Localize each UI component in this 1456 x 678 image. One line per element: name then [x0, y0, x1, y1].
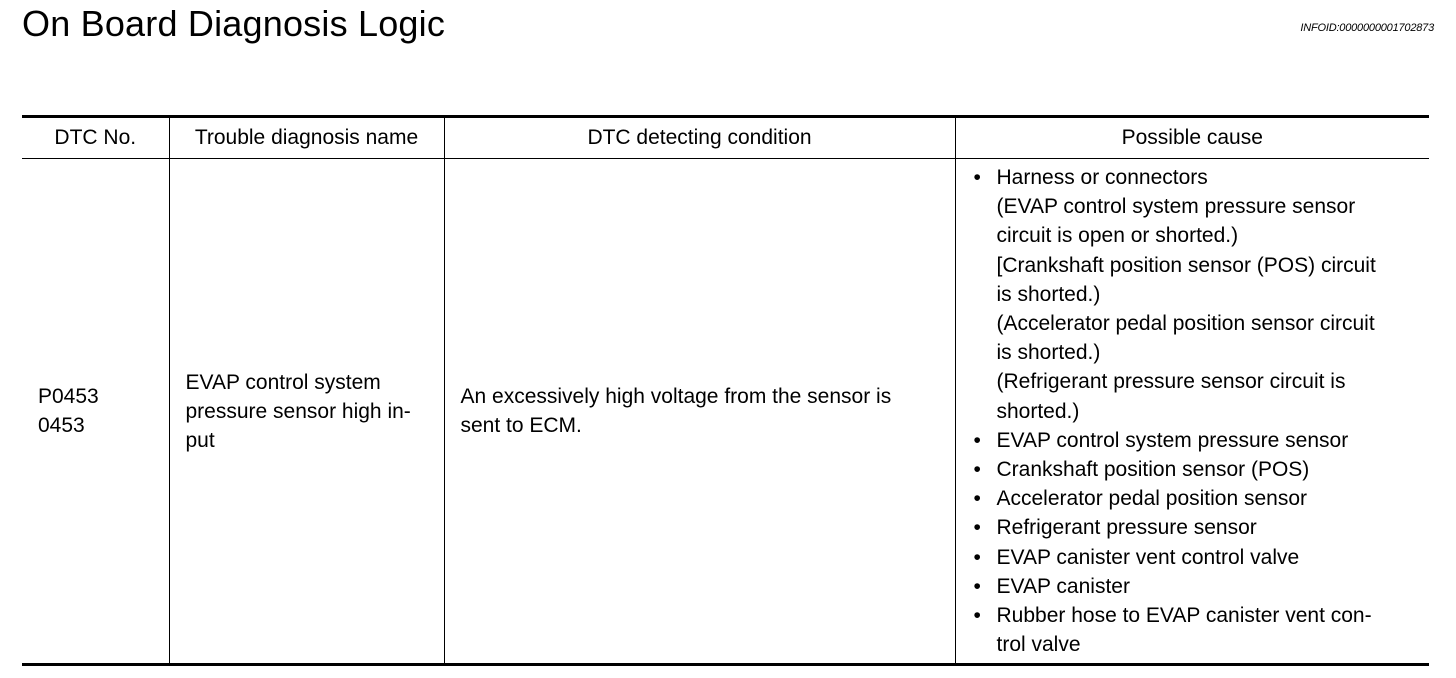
cause-line: (Refrigerant pressure sensor circuit is	[996, 370, 1346, 394]
list-item	[972, 572, 1414, 601]
bullet-icon: •	[973, 166, 981, 189]
detecting-condition-cell	[444, 159, 955, 665]
header-possible-cause: Possible cause	[955, 117, 1429, 159]
cause-line: EVAP control system pressure sensor	[996, 428, 1349, 452]
cause-list	[972, 163, 1414, 659]
bullet-icon: •	[973, 516, 981, 540]
dtc-table	[22, 115, 1429, 666]
page-title: On Board Diagnosis Logic	[22, 3, 446, 44]
possible-cause-cell	[955, 159, 1429, 665]
dtc-code: P0453	[38, 385, 99, 409]
table-header-row	[22, 117, 1429, 159]
bullet-icon: •	[973, 604, 981, 628]
bullet-icon: •	[973, 458, 981, 482]
list-item	[972, 543, 1414, 572]
table-row	[22, 159, 1429, 665]
condition-line: sent to ECM.	[460, 414, 582, 438]
cause-line: Accelerator pedal position sensor	[996, 487, 1308, 511]
list-item	[972, 484, 1414, 513]
cause-line: Crankshaft position sensor (POS)	[996, 458, 1310, 482]
cause-line: is shorted.)	[996, 341, 1101, 365]
trouble-name-line: put	[185, 428, 215, 452]
dtc-no-cell	[22, 159, 169, 665]
header-dtc-no: DTC No.	[22, 117, 169, 159]
cause-line: shorted.)	[996, 399, 1080, 423]
list-item	[972, 513, 1414, 542]
list-item	[972, 601, 1414, 659]
trouble-name-cell	[169, 159, 444, 665]
header-trouble-diagnosis-name: Trouble diagnosis name	[169, 117, 444, 159]
bullet-icon: •	[973, 545, 981, 569]
bullet-icon: •	[973, 428, 981, 452]
cause-line: [Crankshaft position sensor (POS) circuit	[996, 253, 1376, 277]
list-item	[972, 163, 1414, 426]
header-dtc-detecting-condition: DTC detecting condition	[444, 117, 955, 159]
cause-line: is shorted.)	[996, 282, 1101, 306]
trouble-name-line: pressure sensor high in-	[185, 399, 411, 423]
cause-line: (Accelerator pedal position sensor circuit	[996, 312, 1375, 336]
cause-line: Rubber hose to EVAP canister vent con-	[996, 604, 1372, 628]
cause-line: Refrigerant pressure sensor	[996, 516, 1257, 540]
cause-line: Harness or connectors	[996, 166, 1208, 189]
cause-line: EVAP canister	[996, 574, 1130, 598]
info-id: INFOID:0000000001702873	[1300, 22, 1434, 34]
bullet-icon: •	[973, 574, 981, 598]
cause-line: EVAP canister vent control valve	[996, 545, 1300, 569]
cause-line: trol valve	[996, 633, 1081, 657]
trouble-name-line: EVAP control system	[185, 370, 381, 394]
cause-line: (EVAP control system pressure sensor	[996, 195, 1356, 219]
condition-line: An excessively high voltage from the sensor is	[460, 385, 892, 409]
list-item	[972, 455, 1414, 484]
list-item	[972, 426, 1414, 455]
bullet-icon: •	[973, 487, 981, 511]
dtc-code-short: 0453	[38, 414, 85, 438]
cause-line: circuit is open or shorted.)	[996, 224, 1239, 248]
